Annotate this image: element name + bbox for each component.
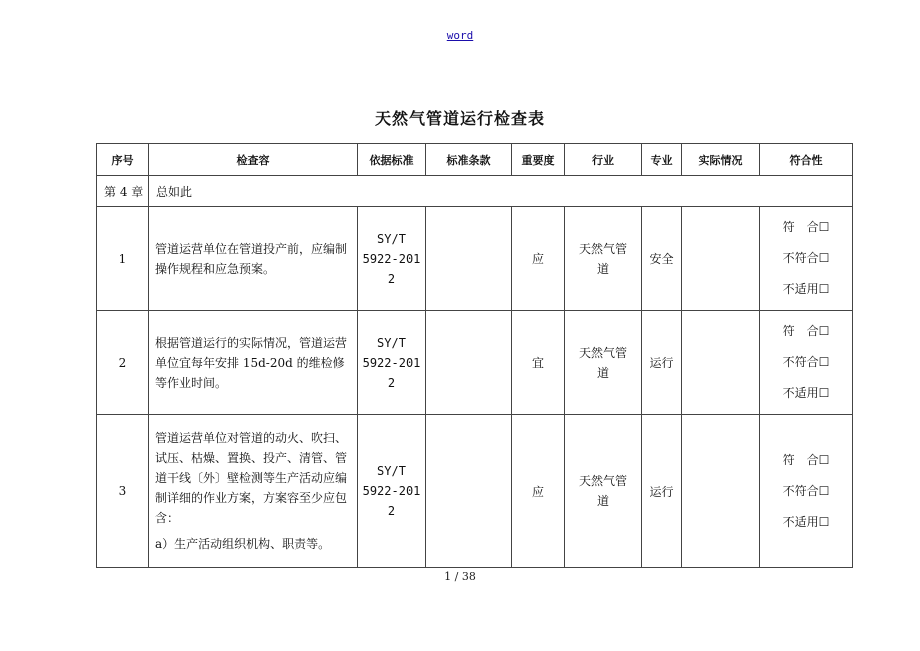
row-number: 1 xyxy=(97,207,149,311)
row-standard xyxy=(358,207,426,311)
row-actual[interactable] xyxy=(682,415,760,568)
table-row xyxy=(97,415,853,568)
row-content-extra: a）生产活动组织机构、职责等。 xyxy=(155,537,331,551)
standard-line: 2 xyxy=(387,375,396,390)
compliance-na-checkbox[interactable]: 不适用☐ xyxy=(782,282,830,296)
header-no: 序号 xyxy=(97,144,149,176)
table-row xyxy=(97,311,853,415)
row-compliance xyxy=(760,415,853,568)
row-content xyxy=(149,311,358,415)
compliance-nonconform-checkbox[interactable]: 不符合☐ xyxy=(782,483,830,498)
row-importance: 应 xyxy=(512,415,565,568)
row-industry: 天然气管道 xyxy=(565,207,642,311)
standard-line: 2 xyxy=(387,271,396,286)
header-standard: 依据标准 xyxy=(358,144,426,176)
compliance-nonconform-checkbox[interactable]: 不符合☐ xyxy=(782,355,830,369)
standard-line: SY/T xyxy=(377,335,406,350)
standard-line: SY/T xyxy=(377,231,406,246)
table-header-row xyxy=(97,144,853,176)
standard-line: SY/T xyxy=(377,464,406,478)
page-number: 1 / 38 xyxy=(444,570,476,583)
row-content xyxy=(149,415,358,568)
row-standard xyxy=(358,311,426,415)
header-compliance: 符合性 xyxy=(760,144,853,176)
compliance-conform-checkbox[interactable]: 符 合☐ xyxy=(782,324,830,338)
compliance-conform-checkbox[interactable]: 符 合☐ xyxy=(782,220,830,234)
row-specialty: 安全 xyxy=(642,207,682,311)
row-content xyxy=(149,207,358,311)
header-industry: 行业 xyxy=(565,144,642,176)
row-specialty: 运行 xyxy=(642,415,682,568)
row-clause xyxy=(426,207,512,311)
row-importance: 宜 xyxy=(512,311,565,415)
standard-line: 5922-201 xyxy=(362,355,421,370)
inspection-table xyxy=(96,143,853,568)
row-content-text: 管道运营单位对管道的动火、吹扫、试压、枯燥、置换、投产、清管、管道干线〔外〕壁检测等生产活动应编制详细的作业方案，方案容至少应包含： xyxy=(155,431,348,525)
standard-line: 5922-201 xyxy=(362,484,421,498)
standard-line: 5922-201 xyxy=(362,251,421,266)
row-industry: 天然气管道 xyxy=(565,311,642,415)
row-actual[interactable] xyxy=(682,311,760,415)
row-clause xyxy=(426,311,512,415)
header-content: 检查容 xyxy=(149,144,358,176)
compliance-nonconform-checkbox[interactable]: 不符合☐ xyxy=(782,251,830,265)
header-clause: 标准条款 xyxy=(426,144,512,176)
compliance-na-checkbox[interactable]: 不适用☐ xyxy=(782,386,830,400)
table-row xyxy=(97,207,853,311)
row-clause xyxy=(426,415,512,568)
row-specialty: 运行 xyxy=(642,311,682,415)
row-number: 3 xyxy=(97,415,149,568)
chapter-title: 总如此 xyxy=(149,176,853,207)
chapter-label: 第 4 章 xyxy=(97,176,149,207)
row-actual[interactable] xyxy=(682,207,760,311)
row-content-text: 根据管道运行的实际情况，管道运营单位宜每年安排 15d-20d 的维检修等作业时间。 xyxy=(155,335,348,390)
document-title: 天然气管道运行检查表 xyxy=(374,109,545,128)
header-actual: 实际情况 xyxy=(682,144,760,176)
compliance-conform-checkbox[interactable]: 符 合☐ xyxy=(782,452,830,467)
row-compliance xyxy=(760,311,853,415)
row-industry: 天然气管道 xyxy=(565,415,642,568)
row-standard xyxy=(358,415,426,568)
row-importance: 应 xyxy=(512,207,565,311)
header-importance: 重要度 xyxy=(512,144,565,176)
header-specialty: 专业 xyxy=(642,144,682,176)
standard-line: 2 xyxy=(387,504,396,518)
compliance-na-checkbox[interactable]: 不适用☐ xyxy=(782,514,830,529)
row-compliance xyxy=(760,207,853,311)
header-word-link[interactable]: word xyxy=(446,29,474,42)
row-content-text: 管道运营单位在管道投产前，应编制操作规程和应急预案。 xyxy=(155,241,348,276)
chapter-row xyxy=(97,176,853,207)
row-number: 2 xyxy=(97,311,149,415)
